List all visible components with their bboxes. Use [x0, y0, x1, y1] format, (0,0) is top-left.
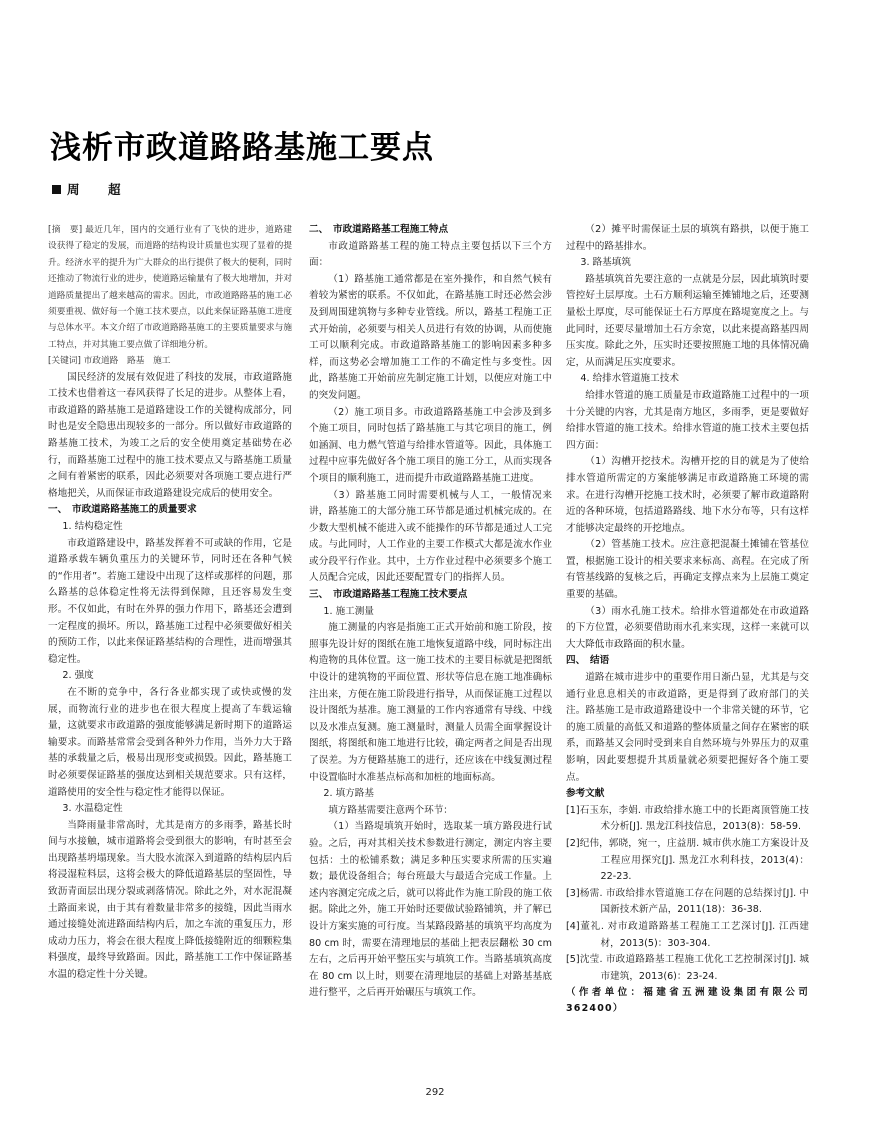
paragraph: 市政道路建设中，路基发挥着不可或缺的作用，它是道路承载车辆负重压力的关键环节，同时还在各种气候的“作用者”。若施工建设中出现了这样或那样的问题，那么路基的总体稳定性将无法得到保障，且还容易发生变形。不仅如此，有时在外界的强力作用下，路基还会遭到一定程度的损坏。所以，路基施工过程中必须要做好相关的预防工作，以此来保证路基结构的合理性，进而增强其稳定性。: [48, 537, 292, 665]
paragraph: 当降雨量非常高时，尤其是南方的多雨季，路基长时间与水接触，城市道路将会受到很大的影响，有时甚至会出现路基坍塌现象。当大股水流深入到道路的结构层内后将浸湿粒料层，这将会极大的降低道路基层的坚固性，导致沥青面层出现分裂或剥落情况。除此之外，对水泥混凝土路面来说，由于其有着数量非常多的接缝，因此当雨水通过接缝处流进路面结构内后，加之车流的重复压力，形成动力压力，将会在很大程度上降低接缝附近的细颗粒集料强度，最终导致路面。因此，路基施工工作中保证路基水温的稳定性十分关键。: [48, 819, 292, 981]
paragraph: （1）当路堤填筑开始时，选取某一填方路段进行试验。之后，再对其相关技术参数进行测定，测定内容主要包括：土的松铺系数；满足多种压实要求所需的压实遍数；最优设备组合；每台班最大与最适合完成工作量。上述内容测定完成之后，就可以将此作为施工阶段的施工依据。除此之外，施工开始时还要做试验路铺筑，并了解已设计方案实施的可行度。当某路段路基的填筑平均高度为 80 cm 时，需要在清理地层的基础上把表层翻松 30 cm 左右，之后再开始平整压实与填筑工作。当路基填筑高度在 80 cm 以上时，则要在清理地层的基础上对路基基底进行整平，之后再开始碾压与填筑工作。: [309, 821, 552, 999]
paragraph: [2]纪伟，郭晓，宛一，庄益朋. 城市供水施工方案设计及工程应用探究[J]. 黑龙江水利科技，2013(4)：22-23.: [566, 837, 809, 883]
paragraph: 2. 强度: [62, 670, 94, 682]
paragraph: 参考文献: [566, 788, 605, 800]
paragraph: 二、 市政道路路基工程施工特点: [309, 224, 449, 235]
paragraph: 四、 结语: [566, 655, 610, 667]
paragraph: （2）摊平时需保证土层的填筑有路拱，以便于施工过程中的路基排水。: [566, 224, 809, 252]
paragraph: 在不断的竞争中，各行各业都实现了或快或慢的发展，而物流行业的进步也在很大程度上提高了车载运输量，这就要求市政道路的强度能够满足新时期下的道路运输要求。而路基常常会受到各种外力作用，当外力大于路基的承载量之后，极易出现形变或损毁。因此，路基施工时必须要保证路基的强度达到相关规范要求。只有这样，道路使用的安全性与稳定性才能得以保证。: [48, 686, 292, 798]
paragraph: 国民经济的发展有效促进了科技的发展，市政道路施工技术也借着这一春风获得了长足的进步。从整体上看，市政道路的路基施工是道路建设工作的关键构成部分，同时也是安全隐患出现较多的一部分。所以做好市政道路的路基施工技术，为竣工之后的安全使用奠定基础势在必行，而路基施工过程中的施工技术要点又与路基施工质量之间有着紧密的联系，因此必须要对各项施工要点进行严格地把关，从而保证市政道路建设完成后的使用安全。: [48, 371, 292, 499]
paragraph: 填方路基需要注意两个环节：: [328, 804, 453, 816]
paragraph: 三、 市政道路路基工程施工技术要点: [309, 589, 468, 601]
paragraph: （3）路基施工同时需要机械与人工，一般情况来讲，路基施工的大部分施工环节都是通过机械完成的。在少数大型机械不能进入或不能操作的环节都是通过人工完成。与此同时，人工作业的主要工作模式大都是流水作业或分段平行作业。其中，土方作业过程中必须要多个施工人员配合完成，因此还要配置专门的指挥人员。: [309, 489, 552, 584]
paragraph: 市政道路路基工程的施工特点主要包括以下三个方面：: [309, 240, 552, 269]
bullet-square-icon: [52, 185, 61, 194]
paragraph: 2. 填方路基: [323, 788, 374, 800]
paragraph: 3. 路基填筑: [580, 257, 631, 269]
column-3: [566, 222, 809, 1016]
paragraph: 一、 市政道路路基施工的质量要求: [48, 504, 197, 516]
paragraph: [摘 要] 最近几年，国内的交通行业有了飞快的进步，道路建设获得了稳定的发展，而道路的结构设计质量也实现了显着的提升。经济水平的提升为广大群众的出行提供了极大的便利，同时还推动了物流行业的进步，使道路运输量有了极大地增加，并对道路质量提出了越来越高的需求。因此，市政道路路基的施工必须要重视、做好每一个施工技术要点，以此来保证路基施工进度与总体水平。本文介绍了市政道路路基施工的主要质量要求与施工特点，并对其施工要点做了详细地分析。: [48, 225, 292, 350]
paragraph: [1]石玉东，李娟. 市政给排水施工中的长距离顶管施工技术分析[J]. 黑龙江科技信息，2013(8)：58-59.: [566, 804, 809, 833]
article-title: 浅析市政道路路基施工要点: [50, 130, 434, 166]
paragraph: （1）沟槽开挖技术。沟槽开挖的目的就是为了使给排水管道所需定的方案能够满足市政道路施工环境的需求。在进行沟槽开挖施工技术时，必须要了解市政道路附近的各种环境，包括道路路线、地下水分布等，只有这样才能够决定最终的开挖地点。: [566, 456, 809, 534]
paragraph: 施工测量的内容是指施工正式开始前和施工阶段，按照事先设计好的图纸在施工地恢复道路中线，同时标注出构造物的具体位置。这一施工技术的主要目标就是把图纸中设计的建筑物的平面位置、形状等信息在施工地准确标注出来，方便在施工阶段进行指导，从而保证施工过程以设计图纸为基准。施工测量的工作内容通常有导线、中线以及水准点复测。施工测量时，测量人员需全面掌握设计图纸，将图纸和施工地进行比较，确定两者之间是否出现了误差。为方便路基施工的进行，还应该在中线复测过程中设置临时水准基点标高和加桩的地面标高。: [309, 622, 552, 783]
author-name: 周 超: [67, 182, 129, 197]
paragraph: 1. 施工测量: [323, 605, 374, 617]
paragraph: 给排水管道的施工质量是市政道路施工过程中的一项十分关键的内容，尤其是南方地区，多雨季，更是要做好给排水管道的施工技术。给排水管道的施工技术主要包括四方面：: [566, 389, 809, 451]
page-number: 292: [425, 1087, 445, 1098]
paragraph: 3. 水温稳定性: [62, 803, 123, 815]
paragraph: （2）施工项目多。市政道路路基施工中会涉及到多个施工项目，同时包括了路基施工与其它项目的施工，例如涵洞、电力燃气管道与给排水管道等。因此，具体施工过程中应事先做好各个施工项目的施工分工，从而实现各个项目的顺利施工，进而提升市政道路路基施工进度。: [309, 406, 552, 484]
author-line: [52, 180, 129, 198]
paragraph: （1）路基施工通常都是在室外操作，和自然气候有着较为紧密的联系。不仅如此，在路基施工时还必然会涉及到周围建筑物与多种专业管线。所以，路基工程施工正式开始前，必须要与相关人员进行有效的协调，从而使施工可以顺利完成。市政道路路基施工的影响因素多种多样，而这势必会增加施工工作的不确定性与多变性。因此，路基施工开始前应先制定施工计划，以便应对施工中的突发问题。: [309, 273, 552, 401]
column-2: [309, 222, 552, 1002]
paragraph: 4. 给排水管道施工技术: [580, 373, 679, 385]
paragraph: [4]董礼. 对市政道路路基工程施工工艺深讨[J]. 江西建材，2013(5)：303-304.: [566, 920, 809, 949]
paragraph: 1. 结构稳定性: [62, 521, 123, 532]
paragraph: （3）雨水孔施工技术。给排水管道都处在市政道路的下方位置，必须要借助雨水孔来实现，这样一来就可以大大降低市政路面的积水量。: [566, 605, 809, 650]
paragraph: （作者单位：福建省五洲建设集团有限公司 362400）: [566, 987, 809, 1014]
paragraph: 道路在城市进步中的重要作用日渐凸显，尤其是与交通行业息息相关的市政道路，更是得到了政府部门的关注。路基施工是市政道路建设中一个非常关键的环节，它的施工质量的高低又和道路的整体质量之间存在紧密的联系，而路基又会同时受到来自自然环境与外界压力的双重影响，因此要想提升其质量就必须要把握好各个施工要点。: [566, 672, 809, 783]
paragraph: [关键词] 市政道路 路基 施工: [48, 356, 171, 367]
column-1: [48, 222, 292, 984]
paragraph: [3]杨需. 市政给排水管道施工存在问题的总结探讨[J]. 中国新技术新产品，2011(18)：36-38.: [566, 887, 809, 916]
paragraph: （2）管基施工技术。应注意把混凝土摊铺在管基位置，根据施工设计的相关要求来标高、高程。在完成了所有管基线路的复核之后，再确定支撑点来为上层施工奠定重要的基础。: [566, 539, 809, 601]
paragraph: [5]沈莹. 市政道路路基工程施工优化工艺控制深讨[J]. 城市建筑，2013(6)：23-24.: [566, 954, 809, 982]
paragraph: 路基填筑首先要注意的一点就是分层，因此填筑时要管控好土层厚度。土石方顺利运输至摊铺地之后，还要测量松土厚度，尽可能保证土石方厚度在路堤宽度之上。与此同时，还要尽量增加土石方余宽，以此来提高路基四周压实度。除此之外，压实时还要按照施工地的具体情况确定，从而满足压实度要求。: [566, 273, 809, 368]
